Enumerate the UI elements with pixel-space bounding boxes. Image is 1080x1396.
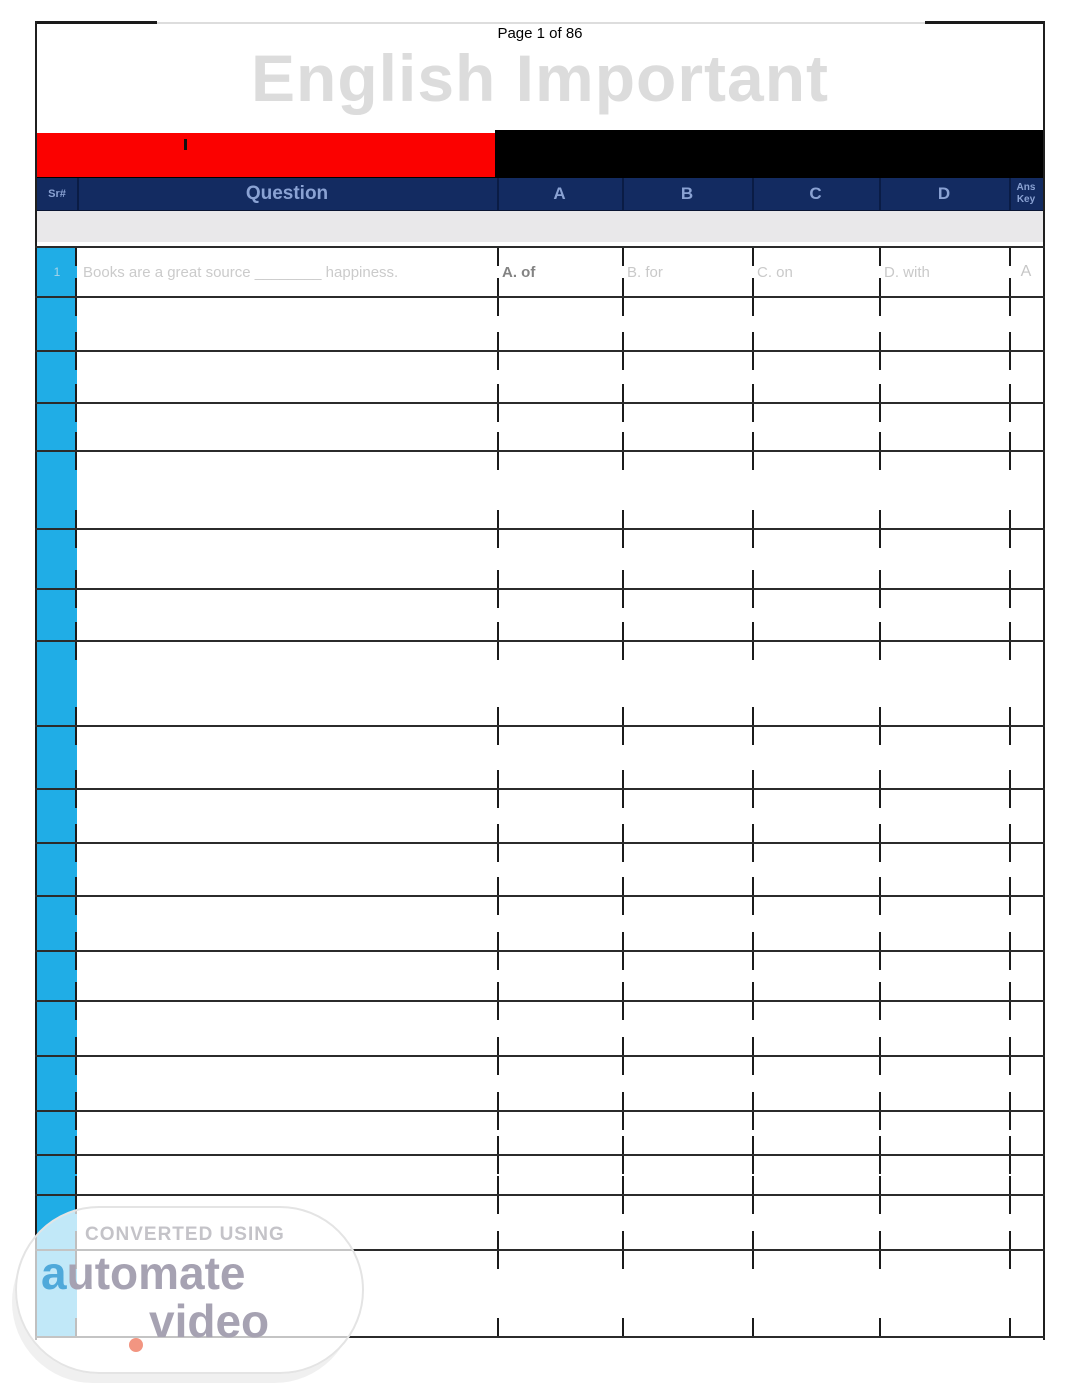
column-divider-tick xyxy=(622,932,624,950)
column-divider-tick xyxy=(497,897,499,915)
column-divider-tick xyxy=(75,932,77,950)
column-divider-tick xyxy=(1009,1196,1011,1214)
column-divider-tick xyxy=(1009,1136,1011,1154)
column-divider-tick xyxy=(75,278,77,296)
column-divider-tick xyxy=(752,727,754,745)
sr-number-cell xyxy=(37,1112,77,1154)
column-divider-tick xyxy=(75,590,77,608)
column-divider-tick xyxy=(879,352,881,370)
column-divider-tick xyxy=(497,1196,499,1214)
column-divider-tick xyxy=(497,278,499,296)
column-divider-tick xyxy=(879,642,881,660)
column-divider-tick xyxy=(497,1231,499,1249)
column-divider-tick xyxy=(879,298,881,316)
column-divider-tick xyxy=(752,384,754,402)
header-divider xyxy=(752,178,754,210)
header-spacer-band xyxy=(37,211,1043,242)
column-divider-tick xyxy=(622,1092,624,1110)
column-divider-tick xyxy=(75,824,77,842)
column-divider-tick xyxy=(879,1231,881,1249)
column-divider-tick xyxy=(622,298,624,316)
column-divider-tick xyxy=(622,1136,624,1154)
column-divider-tick xyxy=(1009,790,1011,808)
column-divider-tick xyxy=(75,1037,77,1055)
question-table-body xyxy=(35,246,1045,1338)
column-divider-tick xyxy=(879,384,881,402)
table-row xyxy=(35,842,1045,895)
table-row xyxy=(35,1154,1045,1194)
header-divider xyxy=(879,178,881,210)
column-divider-tick xyxy=(752,404,754,422)
column-divider-tick xyxy=(497,432,499,450)
column-divider-tick xyxy=(1009,1092,1011,1110)
sr-number-cell: 1 xyxy=(37,248,77,296)
column-divider-tick xyxy=(1009,384,1011,402)
column-divider-tick xyxy=(879,1037,881,1055)
column-divider-tick xyxy=(1009,1231,1011,1249)
column-divider-tick xyxy=(752,707,754,725)
column-divider-tick xyxy=(75,248,77,266)
column-divider-tick xyxy=(752,332,754,350)
column-divider-tick xyxy=(75,530,77,548)
column-divider-tick xyxy=(879,1156,881,1174)
column-divider-tick xyxy=(752,770,754,788)
watermark-title: English Important xyxy=(251,41,829,115)
column-divider-tick xyxy=(497,384,499,402)
table-row xyxy=(35,895,1045,950)
column-divider-tick xyxy=(497,1156,499,1174)
converted-watermark-badge xyxy=(15,1206,364,1374)
column-divider-tick xyxy=(75,982,77,1000)
column-divider-tick xyxy=(879,404,881,422)
column-divider-tick xyxy=(879,530,881,548)
column-divider-tick xyxy=(752,824,754,842)
column-divider-tick xyxy=(1009,332,1011,350)
column-divider-tick xyxy=(1009,1002,1011,1020)
column-divider-tick xyxy=(1009,404,1011,422)
table-row xyxy=(35,528,1045,588)
column-divider-tick xyxy=(1009,952,1011,970)
sr-number-cell xyxy=(37,352,77,402)
column-divider-tick xyxy=(752,1251,754,1269)
column-divider-tick xyxy=(1009,1057,1011,1075)
header-cell-c: C xyxy=(809,184,822,203)
table-row xyxy=(35,725,1045,788)
column-divider-tick xyxy=(497,1057,499,1075)
column-divider-tick xyxy=(1009,727,1011,745)
column-divider-tick xyxy=(622,352,624,370)
answer-key-cell: A xyxy=(1020,263,1032,280)
column-divider-tick xyxy=(752,844,754,862)
option-b-cell: B. for xyxy=(627,263,663,281)
table-row xyxy=(35,1110,1045,1154)
column-divider-tick xyxy=(75,790,77,808)
column-divider-tick xyxy=(497,1002,499,1020)
column-divider-tick xyxy=(1009,570,1011,588)
column-divider-tick xyxy=(879,770,881,788)
table-row xyxy=(35,450,1045,528)
column-divider-tick xyxy=(75,432,77,450)
column-divider-tick xyxy=(752,298,754,316)
column-divider-tick xyxy=(497,982,499,1000)
column-divider-tick xyxy=(879,1136,881,1154)
ans-key-line2: Key xyxy=(1016,194,1036,205)
column-divider-tick xyxy=(497,727,499,745)
column-divider-tick xyxy=(497,352,499,370)
badge-dot-icon xyxy=(129,1338,143,1352)
column-divider-tick xyxy=(622,1002,624,1020)
column-divider-tick xyxy=(1009,510,1011,528)
column-divider-tick xyxy=(879,932,881,950)
column-divider-tick xyxy=(75,404,77,422)
sr-number-cell xyxy=(37,1156,77,1194)
badge-caption: CONVERTED USING xyxy=(85,1224,285,1245)
column-divider-tick xyxy=(622,1251,624,1269)
column-divider-tick xyxy=(497,952,499,970)
page-top-border-left xyxy=(35,21,157,24)
column-divider-tick xyxy=(1009,897,1011,915)
column-divider-tick xyxy=(879,824,881,842)
column-divider-tick xyxy=(752,790,754,808)
sr-number-cell xyxy=(37,952,77,1000)
column-divider-tick xyxy=(752,982,754,1000)
column-divider-tick xyxy=(497,452,499,470)
column-divider-tick xyxy=(497,1136,499,1154)
column-divider-tick xyxy=(497,844,499,862)
column-divider-tick xyxy=(879,1318,881,1336)
column-divider-tick xyxy=(622,877,624,895)
column-divider-tick xyxy=(622,278,624,296)
header-divider xyxy=(77,178,79,210)
column-divider-tick xyxy=(1009,530,1011,548)
column-divider-tick xyxy=(1009,352,1011,370)
column-divider-tick xyxy=(75,332,77,350)
column-divider-tick xyxy=(1009,642,1011,660)
header-divider xyxy=(1009,178,1011,210)
badge-brand-rest: utomate xyxy=(66,1247,246,1299)
column-divider-tick xyxy=(497,298,499,316)
column-divider-tick xyxy=(75,352,77,370)
column-divider-tick xyxy=(497,1037,499,1055)
page-number-label: Page 1 of 86 xyxy=(497,25,583,42)
column-divider-tick xyxy=(75,1176,77,1194)
column-divider-tick xyxy=(1009,770,1011,788)
column-divider-tick xyxy=(752,570,754,588)
column-divider-tick xyxy=(752,1092,754,1110)
column-divider-tick xyxy=(879,278,881,296)
sr-number-cell xyxy=(37,897,77,950)
column-divider-tick xyxy=(752,622,754,640)
column-divider-tick xyxy=(497,1318,499,1336)
column-divider-tick xyxy=(752,352,754,370)
column-divider-tick xyxy=(752,1176,754,1194)
table-row xyxy=(35,402,1045,450)
column-divider-tick xyxy=(879,332,881,350)
column-divider-tick xyxy=(75,1112,77,1130)
column-divider-tick xyxy=(497,1251,499,1269)
column-divider-tick xyxy=(752,1156,754,1174)
banner-black-block xyxy=(495,130,1043,181)
column-divider-tick xyxy=(879,952,881,970)
column-divider-tick xyxy=(752,432,754,450)
table-row xyxy=(35,246,1045,296)
column-divider-tick xyxy=(879,622,881,640)
column-divider-tick xyxy=(879,727,881,745)
column-divider-tick xyxy=(879,570,881,588)
column-divider-tick xyxy=(497,642,499,660)
column-divider-tick xyxy=(752,278,754,296)
column-divider-tick xyxy=(497,707,499,725)
column-divider-tick xyxy=(622,707,624,725)
column-divider-tick xyxy=(1009,432,1011,450)
column-divider-tick xyxy=(497,770,499,788)
column-divider-tick xyxy=(752,897,754,915)
column-divider-tick xyxy=(879,1002,881,1020)
column-divider-tick xyxy=(752,530,754,548)
column-divider-tick xyxy=(879,1176,881,1194)
ans-key-line1: Ans xyxy=(1016,181,1036,193)
column-divider-tick xyxy=(752,1231,754,1249)
column-divider-tick xyxy=(879,1112,881,1130)
column-divider-tick xyxy=(75,1156,77,1174)
column-divider-tick xyxy=(1009,1176,1011,1194)
option-c-cell: C. on xyxy=(757,263,793,281)
page-top-border-middle xyxy=(157,22,925,24)
column-divider-tick xyxy=(622,384,624,402)
banner-red-block xyxy=(37,133,495,177)
column-divider-tick xyxy=(1009,707,1011,725)
column-divider-tick xyxy=(1009,982,1011,1000)
column-divider-tick xyxy=(879,1057,881,1075)
column-divider-tick xyxy=(497,590,499,608)
column-divider-tick xyxy=(622,432,624,450)
column-divider-tick xyxy=(497,332,499,350)
column-divider-tick xyxy=(879,707,881,725)
column-divider-tick xyxy=(1009,877,1011,895)
column-divider-tick xyxy=(879,844,881,862)
column-divider-tick xyxy=(497,1092,499,1110)
column-divider-tick xyxy=(622,1037,624,1055)
column-divider-tick xyxy=(497,570,499,588)
column-divider-tick xyxy=(497,877,499,895)
column-divider-tick xyxy=(752,452,754,470)
badge-brand-lead-letter: a xyxy=(41,1247,67,1299)
column-divider-tick xyxy=(497,1112,499,1130)
column-divider-tick xyxy=(752,1002,754,1020)
banner-tick-mark xyxy=(184,139,187,150)
column-divider-tick xyxy=(75,1057,77,1075)
column-divider-tick xyxy=(75,727,77,745)
column-divider-tick xyxy=(752,1112,754,1130)
column-divider-tick xyxy=(1009,1318,1011,1336)
column-divider-tick xyxy=(497,404,499,422)
sr-number-cell xyxy=(37,452,77,528)
column-divider-tick xyxy=(75,1092,77,1110)
column-divider-tick xyxy=(622,770,624,788)
header-divider xyxy=(497,178,499,210)
column-divider-tick xyxy=(75,707,77,725)
table-row xyxy=(35,640,1045,725)
column-divider-tick xyxy=(75,622,77,640)
column-divider-tick xyxy=(75,844,77,862)
sr-number-cell xyxy=(37,1057,77,1110)
column-divider-tick xyxy=(622,530,624,548)
table-header-row xyxy=(37,177,1043,211)
column-divider-tick xyxy=(752,1318,754,1336)
column-divider-tick xyxy=(75,642,77,660)
column-divider-tick xyxy=(1009,622,1011,640)
column-divider-tick xyxy=(622,510,624,528)
sr-number-cell xyxy=(37,530,77,588)
column-divider-tick xyxy=(75,877,77,895)
page-top-border-right xyxy=(925,21,1045,24)
column-divider-tick xyxy=(879,897,881,915)
column-divider-tick xyxy=(75,384,77,402)
table-row xyxy=(35,950,1045,1000)
column-divider-tick xyxy=(622,727,624,745)
table-row xyxy=(35,1055,1045,1110)
column-divider-tick xyxy=(879,982,881,1000)
column-divider-tick xyxy=(622,1156,624,1174)
header-cell-ans-key xyxy=(1009,178,1043,210)
column-divider-tick xyxy=(622,1196,624,1214)
column-divider-tick xyxy=(622,590,624,608)
column-divider-tick xyxy=(75,1136,77,1154)
column-divider-tick xyxy=(1009,844,1011,862)
column-divider-tick xyxy=(622,1318,624,1336)
column-divider-tick xyxy=(1009,1112,1011,1130)
column-divider-tick xyxy=(622,404,624,422)
column-divider-tick xyxy=(497,790,499,808)
column-divider-tick xyxy=(622,1112,624,1130)
column-divider-tick xyxy=(75,570,77,588)
sr-number-cell xyxy=(37,727,77,788)
column-divider-tick xyxy=(1009,452,1011,470)
column-divider-tick xyxy=(1009,824,1011,842)
option-a-cell: A. of xyxy=(502,263,536,281)
column-divider-tick xyxy=(1009,1251,1011,1269)
column-divider-tick xyxy=(622,952,624,970)
sr-number-cell xyxy=(37,1002,77,1055)
table-row xyxy=(35,350,1045,402)
column-divider-tick xyxy=(622,570,624,588)
column-divider-tick xyxy=(879,877,881,895)
column-divider-tick xyxy=(75,897,77,915)
column-divider-tick xyxy=(75,1002,77,1020)
column-divider-tick xyxy=(879,1196,881,1214)
column-divider-tick xyxy=(1009,590,1011,608)
header-cell-a: A xyxy=(553,184,566,203)
column-divider-tick xyxy=(879,590,881,608)
column-divider-tick xyxy=(752,510,754,528)
column-divider-tick xyxy=(497,622,499,640)
column-divider-tick xyxy=(879,510,881,528)
column-divider-tick xyxy=(752,590,754,608)
column-divider-tick xyxy=(1009,1156,1011,1174)
column-divider-tick xyxy=(622,844,624,862)
sr-number-cell xyxy=(37,790,77,842)
badge-brand-video: video xyxy=(149,1295,270,1347)
column-divider-tick xyxy=(75,510,77,528)
column-divider-tick xyxy=(879,432,881,450)
column-divider-tick xyxy=(622,1231,624,1249)
column-divider-tick xyxy=(1009,1037,1011,1055)
column-divider-tick xyxy=(1009,932,1011,950)
table-row xyxy=(35,588,1045,640)
column-divider-tick xyxy=(622,1176,624,1194)
column-divider-tick xyxy=(752,952,754,970)
column-divider-tick xyxy=(752,1057,754,1075)
column-divider-tick xyxy=(622,332,624,350)
header-cell-sr: Sr# xyxy=(48,188,66,200)
header-cell-question: Question xyxy=(245,183,329,204)
column-divider-tick xyxy=(879,452,881,470)
column-divider-tick xyxy=(75,952,77,970)
column-divider-tick xyxy=(622,824,624,842)
sr-number-cell xyxy=(37,298,77,350)
column-divider-tick xyxy=(879,248,881,266)
column-divider-tick xyxy=(497,510,499,528)
sr-number-cell xyxy=(37,844,77,895)
column-divider-tick xyxy=(497,824,499,842)
column-divider-tick xyxy=(879,790,881,808)
column-divider-tick xyxy=(752,248,754,266)
column-divider-tick xyxy=(752,1136,754,1154)
column-divider-tick xyxy=(622,790,624,808)
column-divider-tick xyxy=(752,642,754,660)
column-divider-tick xyxy=(752,1196,754,1214)
column-divider-tick xyxy=(622,622,624,640)
column-divider-tick xyxy=(497,1176,499,1194)
badge-brand-automate xyxy=(41,1246,246,1300)
table-row xyxy=(35,788,1045,842)
column-divider-tick xyxy=(622,1057,624,1075)
column-divider-tick xyxy=(1009,298,1011,316)
sr-number-cell xyxy=(37,642,77,725)
column-divider-tick xyxy=(497,932,499,950)
column-divider-tick xyxy=(75,452,77,470)
table-row xyxy=(35,1000,1045,1055)
sr-number-cell xyxy=(37,590,77,640)
option-d-cell: D. with xyxy=(884,263,930,281)
column-divider-tick xyxy=(497,530,499,548)
column-divider-tick xyxy=(622,452,624,470)
sr-number-cell xyxy=(37,404,77,450)
column-divider-tick xyxy=(497,248,499,266)
column-divider-tick xyxy=(622,248,624,266)
column-divider-tick xyxy=(879,1092,881,1110)
column-divider-tick xyxy=(752,932,754,950)
table-row xyxy=(35,296,1045,350)
header-cell-b: B xyxy=(680,184,694,203)
column-divider-tick xyxy=(879,1251,881,1269)
column-divider-tick xyxy=(75,298,77,316)
question-cell: Books are a great source ________ happiness. xyxy=(83,263,399,281)
column-divider-tick xyxy=(622,982,624,1000)
header-cell-d: D xyxy=(937,184,951,203)
column-divider-tick xyxy=(752,1037,754,1055)
column-divider-tick xyxy=(622,642,624,660)
column-divider-tick xyxy=(75,770,77,788)
column-divider-tick xyxy=(752,877,754,895)
header-divider xyxy=(622,178,624,210)
column-divider-tick xyxy=(622,897,624,915)
